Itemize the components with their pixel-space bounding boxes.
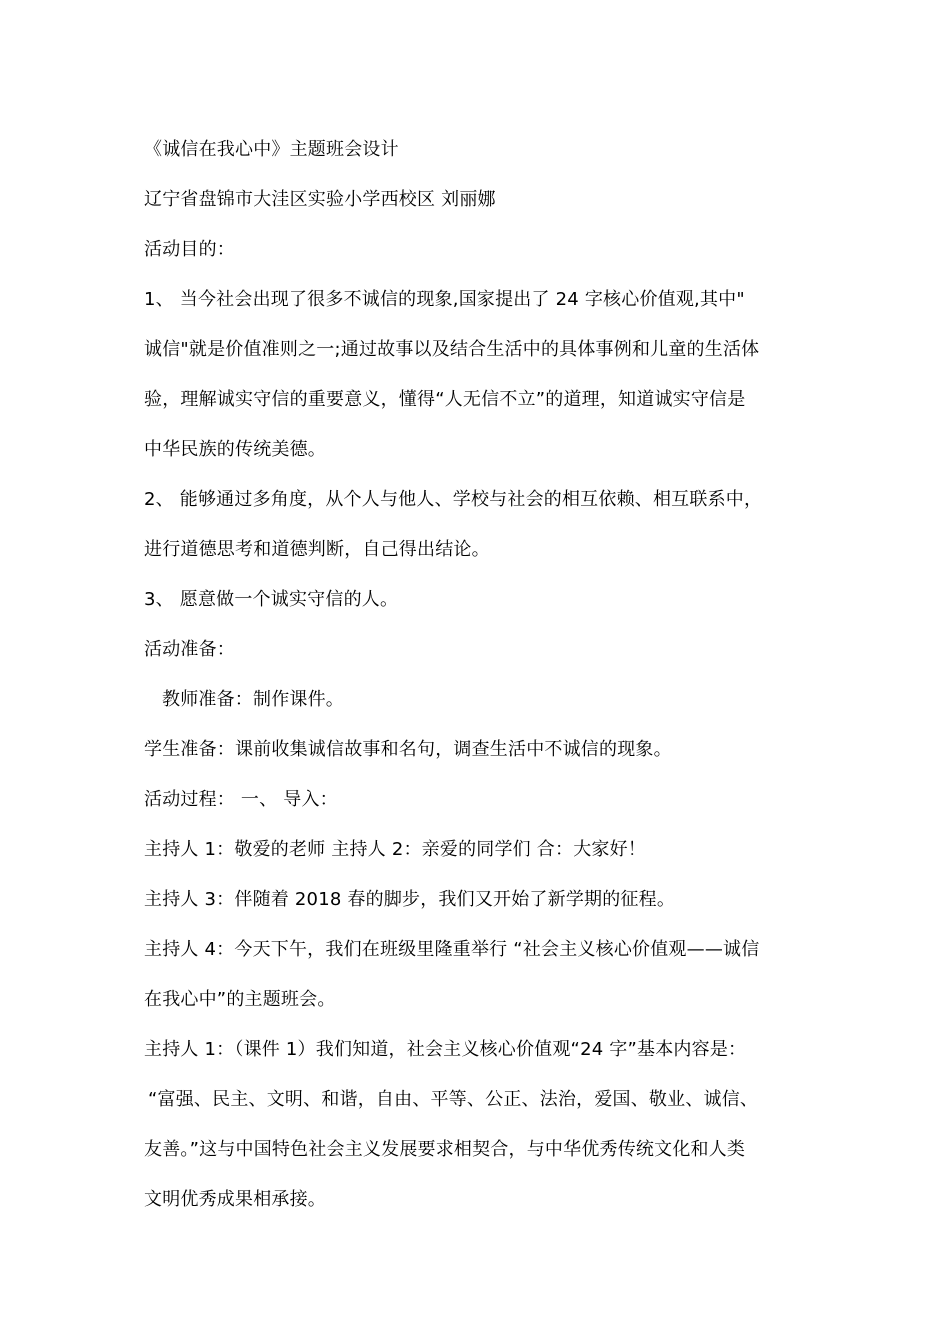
paragraph-line: 文明优秀成果相承接。 bbox=[144, 1189, 326, 1210]
paragraph-line: 教师准备：制作课件。 bbox=[162, 689, 344, 710]
paragraph-line: 3、 愿意做一个诚实守信的人。 bbox=[144, 589, 399, 610]
paragraph-line: 主持人 3：伴随着 2018 春的脚步，我们又开始了新学期的征程。 bbox=[144, 889, 676, 910]
section-heading-goals: 活动目的： bbox=[144, 239, 235, 260]
paragraph-line: 2、 能够通过多角度，从个人与他人、学校与社会的相互依赖、相互联系中， bbox=[144, 489, 763, 510]
paragraph-line: 中华民族的传统美德。 bbox=[144, 439, 326, 460]
author-line: 辽宁省盘锦市大洼区实验小学西校区 刘丽娜 bbox=[144, 189, 496, 210]
paragraph-line: 友善。”这与中国特色社会主义发展要求相契合，与中华优秀传统文化和人类 bbox=[144, 1139, 746, 1160]
paragraph-line: “富强、民主、文明、和谐，自由、平等、公正、法治，爱国、敬业、诚信、 bbox=[148, 1089, 759, 1110]
paragraph-line: 在我心中”的主题班会。 bbox=[144, 989, 336, 1010]
section-heading-preparation: 活动准备： bbox=[144, 639, 235, 660]
section-heading-process: 活动过程： 一、 导入： bbox=[144, 789, 338, 810]
document-title: 《诚信在我心中》主题班会设计 bbox=[144, 139, 399, 160]
paragraph-line: 诚信"就是价值准则之一;通过故事以及结合生活中的具体事例和儿童的生活体 bbox=[144, 339, 760, 360]
paragraph-line: 主持人 1：（课件 1）我们知道，社会主义核心价值观“24 字”基本内容是： bbox=[144, 1039, 747, 1060]
paragraph-line: 1、 当今社会出现了很多不诚信的现象,国家提出了 24 字核心价值观,其中" bbox=[144, 289, 745, 310]
paragraph-line: 学生准备：课前收集诚信故事和名句，调查生活中不诚信的现象。 bbox=[144, 739, 672, 760]
paragraph-line: 主持人 4：今天下午，我们在班级里隆重举行 “社会主义核心价值观——诚信 bbox=[144, 939, 760, 960]
paragraph-line: 主持人 1：敬爱的老师 主持人 2：亲爱的同学们 合：大家好！ bbox=[144, 839, 646, 860]
paragraph-line: 进行道德思考和道德判断，自己得出结论。 bbox=[144, 539, 490, 560]
paragraph-line: 验，理解诚实守信的重要意义，懂得“人无信不立”的道理，知道诚实守信是 bbox=[144, 389, 746, 410]
